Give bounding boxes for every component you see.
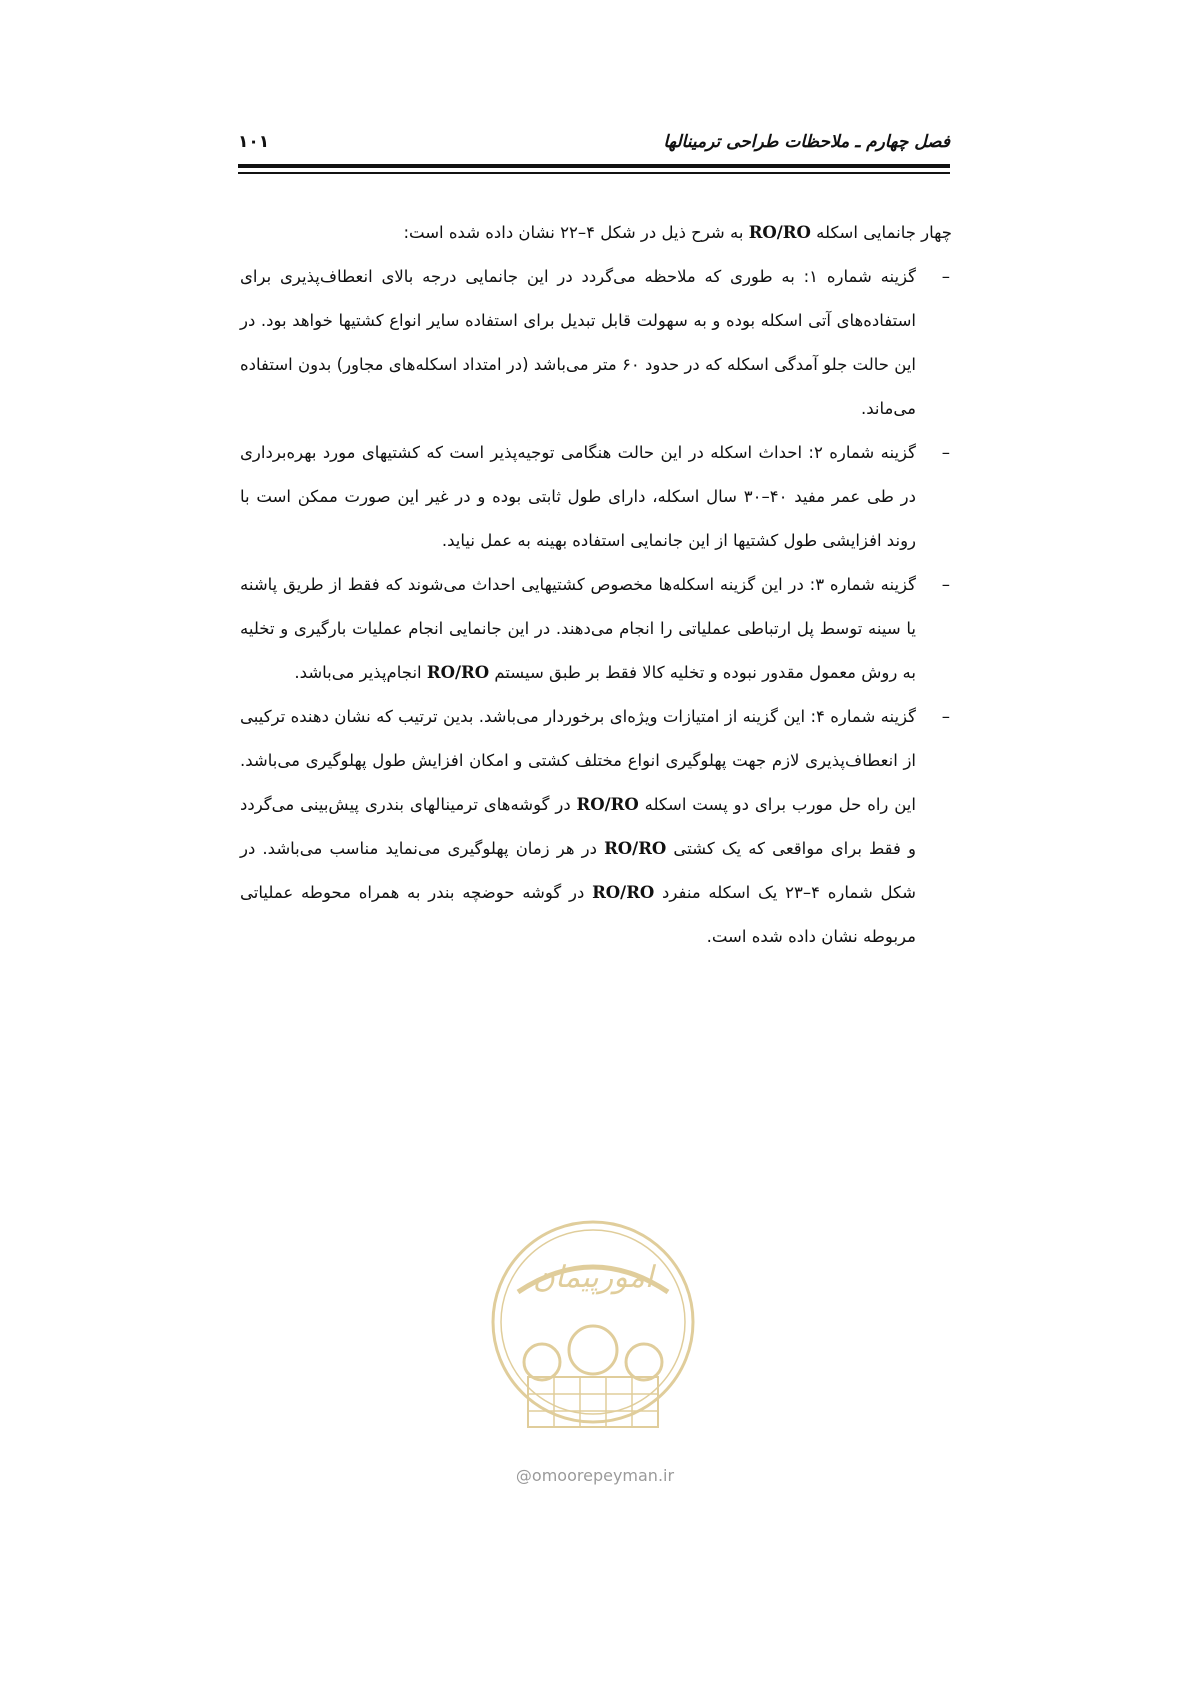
option-3-text-part2: انجام‌پذیر می‌باشد. (294, 663, 427, 682)
intro-roro-term: RO/RO (748, 223, 811, 242)
page-header (238, 128, 950, 156)
dash-bullet: – (941, 707, 950, 726)
intro-text-end: به شرح ذیل در شکل ۴–۲۲ نشان داده شده است: (403, 223, 749, 242)
logo-gear-left-icon (524, 1344, 560, 1380)
page-number: ۱۰۱ (238, 132, 270, 152)
option-4-text-part4: در گوشه حوضچه بندر به همراه محوطه عملیاتی مربوطه نشان داده شده است. (240, 883, 916, 946)
header-rule-thick (238, 164, 950, 168)
list-item-option-1 (240, 255, 952, 431)
chapter-title: فصل چهارم ـ ملاحظات طراحی ترمینالها (663, 132, 950, 152)
option-4-text-part1: گزینه شماره ۴: این گزینه از امتیازات ویژه‌ای برخوردار می‌باشد. بدین ترتیب که نشان دهنده ترکیبی از انعطاف‌پذیری لازم جهت پهلوگیری انواع مختلف کشتی و امکان افزایش طول پهلوگیری می‌باشد. این راه حل مورب برای دو پست اسکله (240, 707, 916, 814)
logo-gear-right-icon (626, 1344, 662, 1380)
list-item-option-4 (240, 695, 952, 959)
intro-text-start: چهار جانمایی اسکله (810, 223, 952, 242)
option-4-roro-term-1: RO/RO (576, 795, 639, 814)
intro-paragraph (240, 211, 952, 255)
option-4-roro-term-3: RO/RO (592, 883, 655, 902)
watermark-logo (478, 1212, 708, 1462)
body-text (240, 211, 952, 959)
logo-outer-ring (493, 1222, 693, 1422)
option-4-text-part2: در گوشه‌های ترمینالهای بندری پیش‌بینی می‌گردد و فقط برای مواقعی که یک کشتی (240, 795, 916, 858)
list-item-option-2 (240, 431, 952, 563)
logo-wordmark: امورپیمان (532, 1260, 654, 1295)
option-2-text: گزینه شماره ۲: احداث اسکله در این حالت هنگامی توجیه‌پذیر است که کشتیهای مورد بهره‌برداری در طی عمر مفید ۴۰–۳۰ سال اسکله، دارای طول ثابتی بوده و در غیر این صورت ممکن است با روند افزایشی طول کشتیها از این جانمایی استفاده بهینه به عمل نیاید. (240, 443, 916, 550)
option-4-text-part3: در هر زمان پهلوگیری می‌نماید مناسب می‌باشد. در شکل شماره ۴–۲۳ یک اسکله منفرد (240, 839, 916, 902)
watermark-caption: @omoorepeyman.ir (515, 1466, 675, 1485)
option-1-text: گزینه شماره ۱: به طوری که ملاحظه می‌گردد در این جانمایی درجه بالای انعطاف‌پذیری برای استفاده‌های آتی اسکله بوده و به سهولت قابل تبدیل برای استفاده سایر انواع کشتیها خواهد بود. در این حالت جلو آمدگی اسکله که در حدود ۶۰ متر می‌باشد (در امتداد اسکله‌های مجاور) بدون استفاده می‌ماند. (240, 267, 917, 418)
list-item-option-3 (240, 563, 952, 695)
dash-bullet: – (941, 443, 950, 462)
dash-bullet: – (941, 267, 950, 286)
logo-gear-center-icon (569, 1326, 617, 1374)
option-3-text-part1: گزینه شماره ۳: در این گزینه اسکله‌ها مخصوص کشتیهایی احداث می‌شوند که فقط از طریق پاشنه یا سینه توسط پل ارتباطی عملیاتی را انجام می‌دهند. در این جانمایی انجام عملیات بارگیری و تخلیه به روش معمول مقدور نبوده و تخلیه کالا فقط بر طبق سیستم (240, 575, 916, 682)
option-3-roro-term: RO/RO (426, 663, 490, 682)
option-4-roro-term-2: RO/RO (604, 839, 667, 858)
dash-bullet: – (941, 575, 950, 594)
options-list (240, 255, 952, 959)
header-rule-thin (238, 172, 950, 174)
